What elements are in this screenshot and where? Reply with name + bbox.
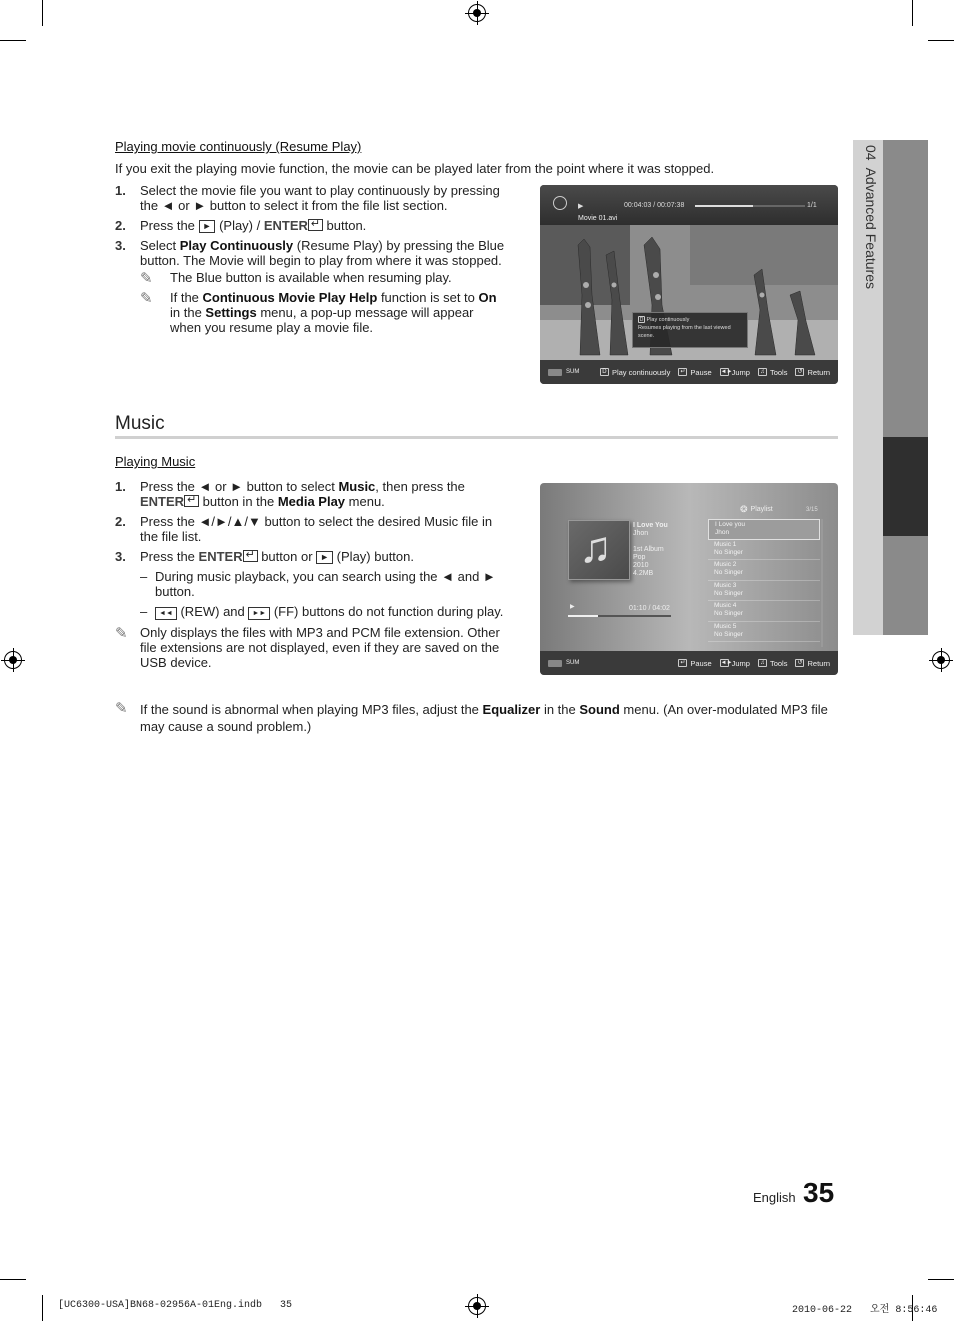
- control-bar-item-icon: ◄►: [720, 369, 733, 375]
- step-text: Press the: [140, 218, 199, 233]
- playlist-header: [740, 504, 773, 515]
- dash-item: [115, 569, 510, 599]
- crop-mark: [0, 1279, 26, 1280]
- dash-marker: –: [140, 604, 148, 619]
- step: [115, 514, 510, 544]
- playlist-item[interactable]: [708, 581, 820, 602]
- popup-text: Resumes playing from the last viewed scene.: [638, 325, 731, 339]
- note: [115, 701, 837, 735]
- step-text: menu.: [345, 494, 385, 509]
- step-text: Press the: [140, 549, 199, 564]
- control-bar-item-icon: ↵: [680, 660, 686, 666]
- note: [115, 270, 505, 285]
- playlist-item-singer: No Singer: [714, 610, 743, 617]
- control-bar-item-label: Return: [807, 367, 830, 377]
- resume-steps: [115, 183, 505, 340]
- pencil-icon: ✎: [140, 270, 153, 287]
- note: [115, 290, 505, 335]
- registration-mark-icon: [468, 1297, 486, 1315]
- control-bar-item[interactable]: [720, 368, 750, 377]
- pencil-icon: ✎: [115, 625, 128, 642]
- note-bold: Equalizer: [482, 702, 541, 717]
- chapter-tab-label: 04 Advanced Features: [863, 145, 879, 289]
- step-text: (Resume Play) by pressing the Blue button. The Movie will begin to play from where it was stopped.: [140, 238, 505, 268]
- control-bar-item-icon: ◄►: [720, 660, 733, 666]
- note-text: in the: [170, 305, 206, 320]
- device-name: SUM: [566, 369, 580, 375]
- control-bar-item-label: Play continuously: [611, 367, 671, 377]
- track-artist: Jhon: [633, 530, 649, 537]
- usb-icon: [548, 369, 562, 376]
- note-text: The Blue button is available when resuming play.: [170, 270, 452, 285]
- dash-marker: –: [140, 569, 148, 584]
- movie-bar-items: [592, 368, 830, 377]
- crop-mark: [42, 1295, 43, 1321]
- section-heading: Playing movie continuously (Resume Play): [115, 139, 362, 154]
- control-bar-item-icon: ↺: [797, 660, 803, 666]
- dash-text: During music playback, you can search using the ◄ and ► button.: [155, 569, 496, 599]
- note-text: menu, a pop-up message will appear when you resume play a movie file.: [170, 305, 474, 335]
- crop-mark: [928, 1279, 954, 1280]
- music-bar-items: [670, 659, 830, 668]
- step-text: Press the ◄/►/▲/▼ button to select the desired Music file in the file list.: [140, 514, 493, 544]
- music-time: 01:10 / 04:02: [629, 605, 670, 612]
- step-text: (Play) button.: [333, 549, 414, 564]
- control-bar-item[interactable]: [678, 659, 711, 668]
- play-button-icon: ►: [199, 220, 216, 233]
- control-bar-item-label: Pause: [690, 367, 712, 377]
- enter-icon: [184, 495, 199, 507]
- music-progress-fill: [568, 615, 598, 617]
- music-player-screenshot: [540, 483, 838, 675]
- track-info: [633, 522, 668, 578]
- control-bar-item-label: Return: [807, 658, 830, 668]
- playlist-item[interactable]: [708, 622, 820, 643]
- music-progress-track: [568, 615, 671, 617]
- playlist-item[interactable]: [708, 560, 820, 581]
- album-art: [568, 520, 630, 580]
- step: [115, 479, 510, 509]
- note-text: function is set to: [377, 290, 479, 305]
- track-genre: Pop: [633, 554, 646, 561]
- step: [115, 238, 505, 268]
- device-name: SUM: [566, 660, 580, 666]
- control-bar-item-label: Tools: [769, 658, 788, 668]
- step-bold: Media Play: [277, 494, 346, 509]
- music-title: Music: [115, 413, 165, 434]
- chapter-tab: [853, 140, 883, 635]
- step-text: button in the: [199, 494, 278, 509]
- playlist-item-singer: No Singer: [714, 569, 743, 576]
- control-bar-item-label: Pause: [690, 658, 712, 668]
- title-underline: [115, 436, 838, 439]
- playlist-item[interactable]: [708, 519, 820, 540]
- playlist-item-singer: No Singer: [714, 589, 743, 597]
- dash-text: (FF) buttons do not function during play.: [270, 604, 504, 619]
- playlist-item-title: Music 1: [714, 540, 737, 548]
- step-bold: Music: [338, 479, 376, 494]
- track-title: I Love You: [633, 522, 668, 529]
- page-number: 35: [803, 1177, 835, 1208]
- play-state-icon: ▶: [570, 604, 575, 610]
- intro-text: If you exit the playing movie function, the movie can be played later from the point where it was stopped.: [115, 161, 715, 176]
- step-text: , then press the: [375, 479, 465, 494]
- track-size: 4.2MB: [633, 570, 654, 577]
- section-heading: Playing Music: [115, 454, 196, 469]
- enter-icon: [243, 550, 258, 562]
- playlist-item[interactable]: [708, 540, 820, 561]
- playlist-item-title: Music 3: [714, 581, 737, 589]
- control-bar-item-icon: ♫: [758, 659, 767, 667]
- dash-item: [115, 604, 510, 620]
- step-number: 3.: [115, 238, 126, 253]
- note-bold: Settings: [205, 305, 257, 320]
- note-text: Only displays the files with MP3 and PCM file extension. Other file extensions are not displayed, even if they are saved on the USB device.: [140, 625, 500, 670]
- enter-icon: [308, 219, 323, 231]
- step-text: Press the ◄ or ► button to select: [140, 479, 339, 494]
- control-bar-item[interactable]: [758, 659, 788, 668]
- control-bar-item[interactable]: [678, 368, 711, 377]
- control-bar-item-icon: ↵: [680, 369, 686, 375]
- play-state-icon: ▶: [578, 203, 584, 210]
- step-number: 2.: [115, 218, 126, 233]
- movie-count: 1/1: [807, 202, 817, 209]
- control-bar-item[interactable]: [795, 659, 830, 668]
- movie-progress-track: [695, 205, 805, 207]
- crop-mark: [42, 0, 43, 26]
- control-bar-item[interactable]: [795, 368, 830, 377]
- playlist-scrollbar[interactable]: [821, 519, 823, 647]
- playlist-item-singer: Jhon: [715, 529, 730, 536]
- step-number: 1.: [115, 479, 126, 494]
- footer-language: English: [753, 1190, 796, 1205]
- movie-time: 00:04:03 / 00:07:38: [624, 202, 685, 209]
- dash-text: (REW) and: [176, 604, 249, 619]
- step-text: Select the movie file you want to play continuously by pressing the ◄ or ► button to select it from the file list section.: [140, 183, 500, 213]
- step: [115, 183, 505, 213]
- step-number: 1.: [115, 183, 126, 198]
- playlist-item-title: I Love you: [715, 521, 745, 528]
- step: [115, 218, 505, 233]
- playlist-item-singer: No Singer: [714, 548, 743, 556]
- pencil-icon: ✎: [115, 700, 128, 717]
- chapter-stripe: [883, 536, 928, 635]
- step-text: (Play) /: [215, 218, 264, 233]
- step-number: 2.: [115, 514, 126, 529]
- popup-title: Play continuously: [646, 317, 690, 323]
- note-bold: Sound: [579, 702, 620, 717]
- step-number: 3.: [115, 549, 126, 564]
- playlist-item-singer: No Singer: [714, 630, 743, 638]
- pencil-icon: ✎: [140, 290, 153, 307]
- enter-label: ENTER: [198, 549, 243, 564]
- movie-player-screenshot: [540, 185, 838, 384]
- music-note-icon: ♫: [579, 523, 612, 572]
- step-text: button.: [322, 218, 367, 233]
- step: [115, 549, 510, 564]
- note-text: If the: [170, 290, 203, 305]
- control-bar-item-icon: ↺: [797, 369, 803, 375]
- control-bar-item[interactable]: [600, 368, 670, 377]
- movie-control-bar: [540, 360, 838, 384]
- blue-button-icon: D: [639, 317, 644, 323]
- film-icon: [553, 196, 567, 210]
- playlist-item[interactable]: [708, 601, 820, 622]
- step-text: button or: [257, 549, 317, 564]
- step-text: Select: [140, 238, 180, 253]
- registration-mark-icon: [932, 651, 950, 669]
- step-bold: Play Continuously: [179, 238, 294, 253]
- crop-mark: [928, 40, 954, 41]
- control-bar-item[interactable]: [720, 659, 750, 668]
- crop-mark: [912, 0, 913, 26]
- registration-mark-icon: [468, 4, 486, 22]
- control-bar-item-label: Jump: [731, 367, 750, 377]
- note-text: If the sound is abnormal when playing MP3 files, adjust the: [140, 702, 483, 717]
- print-date-info: 2010-06-22 오전 8:56:46: [792, 1305, 938, 1316]
- chapter-stripe: [883, 140, 928, 437]
- note-text: menu. (An over-modulated MP3 file may cause a sound problem.): [140, 702, 828, 734]
- music-control-bar: [540, 651, 838, 675]
- play-button-icon: ►: [316, 551, 333, 564]
- note-bold: Continuous Movie Play Help: [202, 290, 378, 305]
- playlist-icon: ❂: [740, 504, 748, 514]
- control-bar-item-label: Jump: [731, 658, 750, 668]
- control-bar-item-label: Tools: [769, 367, 788, 377]
- note-bold: On: [478, 290, 497, 305]
- rew-button-icon: ◄◄: [155, 607, 177, 620]
- track-album: 1st Album: [633, 546, 664, 553]
- playlist-item-title: Music 2: [714, 561, 737, 568]
- control-bar-item-icon: D: [600, 368, 609, 376]
- chapter-stripe-active: [883, 437, 928, 536]
- enter-label: ENTER: [263, 218, 308, 233]
- playlist-item-title: Music 4: [714, 602, 737, 609]
- control-bar-item[interactable]: [758, 368, 788, 377]
- track-year: 2010: [633, 562, 649, 569]
- registration-mark-icon: [4, 651, 22, 669]
- movie-filename: Movie 01.avi: [578, 215, 618, 222]
- movie-progress-fill: [695, 205, 753, 207]
- control-bar-item-icon: ♫: [758, 368, 767, 376]
- crop-mark: [0, 40, 26, 41]
- enter-label: ENTER: [140, 494, 185, 509]
- resume-popup: [632, 312, 748, 348]
- music-steps: [115, 479, 510, 675]
- playlist: [708, 519, 820, 642]
- playlist-label: Playlist: [750, 506, 773, 513]
- usb-icon: [548, 660, 562, 667]
- print-file-info: [UC6300-USA]BN68-02956A-01Eng.indb 35: [58, 1300, 293, 1311]
- playlist-count: 3/15: [806, 507, 818, 513]
- note-text: in the: [540, 702, 580, 717]
- ff-button-icon: ►►: [248, 607, 270, 620]
- note: [115, 625, 510, 670]
- playlist-item-title: Music 5: [714, 622, 737, 630]
